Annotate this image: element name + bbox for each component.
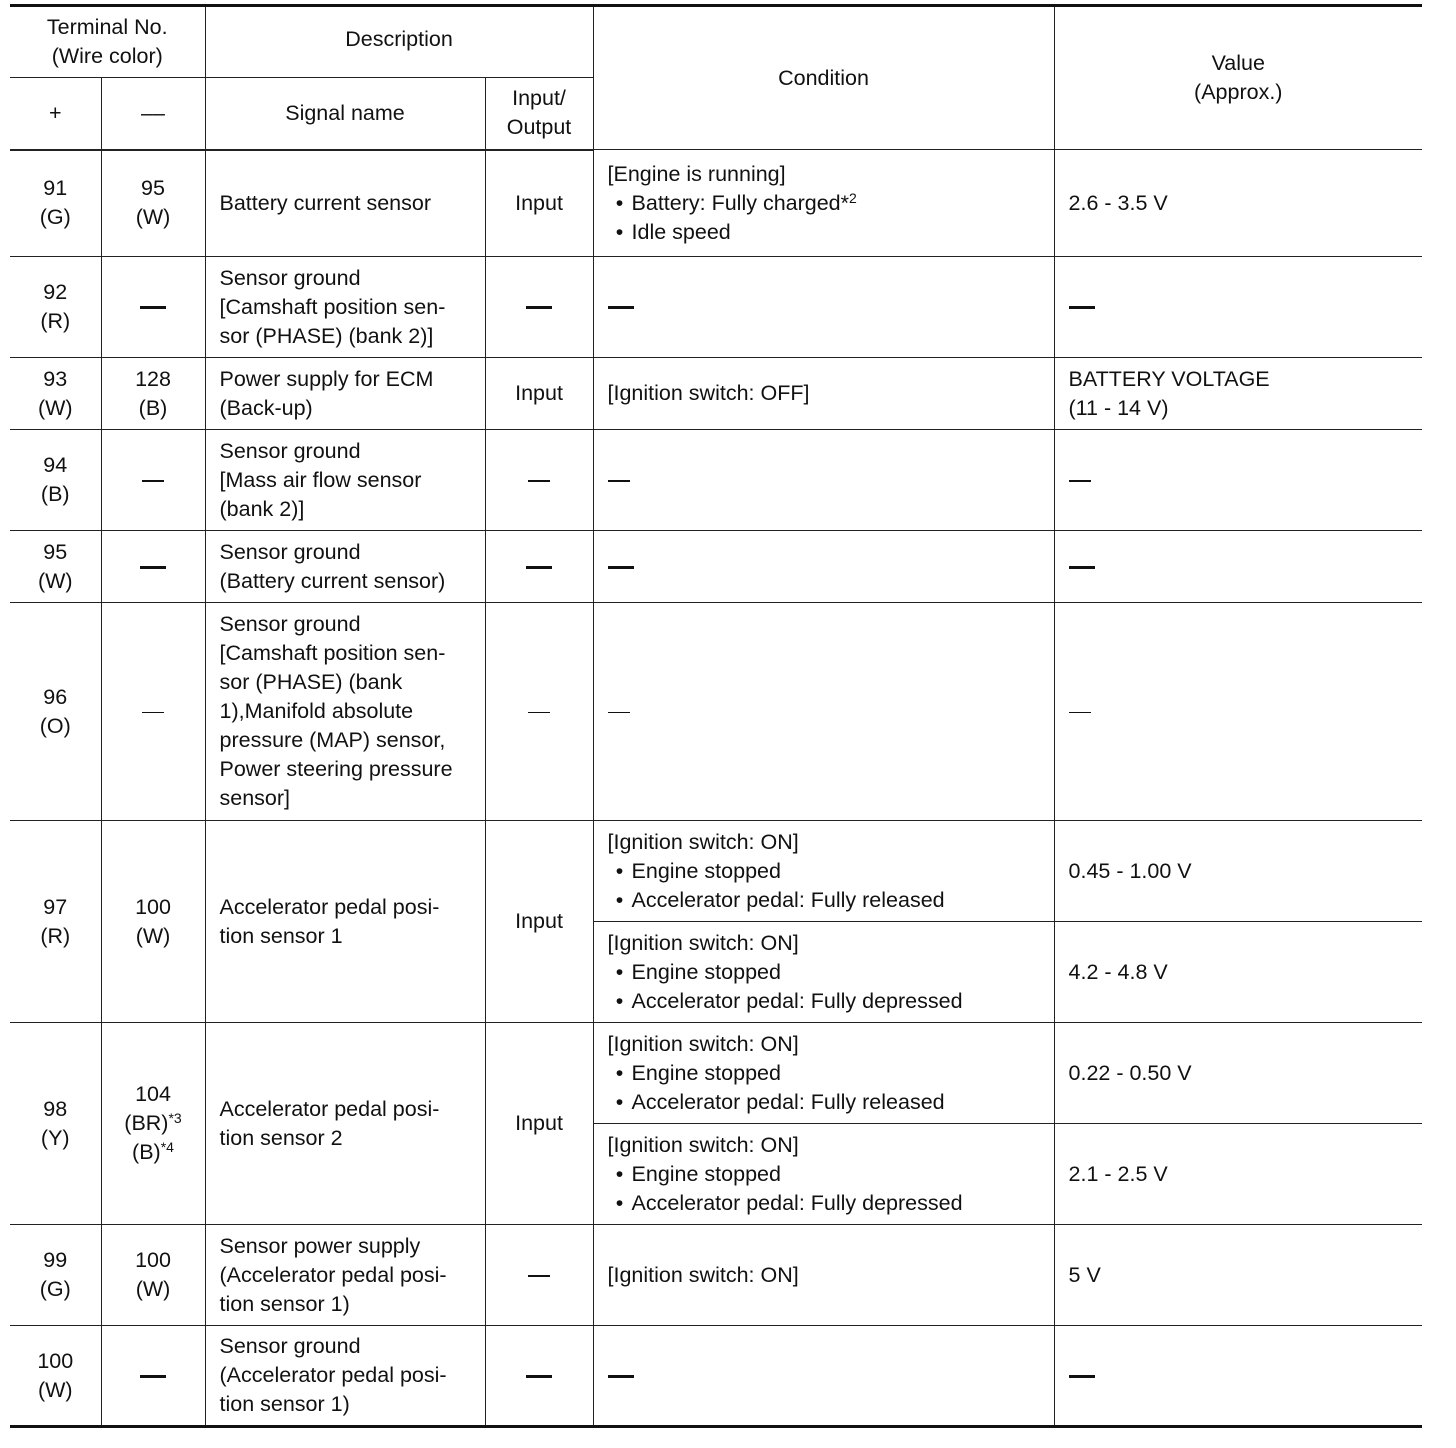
empty-dash — [140, 306, 166, 309]
condition-cell — [593, 1326, 1054, 1427]
io-text: Input — [515, 909, 563, 933]
terminal-plus — [10, 150, 101, 257]
wire-color: (W) — [135, 1277, 171, 1301]
header-text: Condition — [778, 65, 869, 90]
value-text: 4.2 - 4.8 V — [1068, 959, 1168, 984]
empty-dash — [608, 480, 630, 482]
wire-color: (R) — [40, 309, 71, 333]
empty-dash — [526, 1375, 552, 1378]
terminal-row — [10, 430, 1422, 531]
signal-text: Sensor ground — [219, 265, 361, 290]
value-text: (11 - 14 V) — [1068, 395, 1169, 420]
signal-text: [Camshaft position sen- — [219, 641, 446, 665]
terminal-plus — [10, 257, 101, 358]
terminal-row — [10, 1326, 1422, 1427]
terminal-row — [10, 531, 1422, 603]
signal-text: [Camshaft position sen- — [219, 294, 446, 319]
condition-bullet: • Accelerator pedal: Fully depressed — [608, 1189, 1040, 1218]
wire-color: (O) — [39, 713, 71, 738]
value-text: 0.45 - 1.00 V — [1068, 858, 1192, 883]
header-text: (Wire color) — [51, 44, 163, 68]
terminal-minus — [101, 1023, 205, 1225]
empty-dash — [142, 480, 164, 482]
terminal-number: 99 — [43, 1248, 68, 1272]
header-text: Value — [1211, 51, 1265, 75]
value-text: 2.1 - 2.5 V — [1068, 1161, 1168, 1186]
signal-text: (Accelerator pedal posi- — [219, 1363, 447, 1387]
io-cell — [485, 257, 593, 358]
terminal-number: 95 — [141, 176, 165, 201]
value-cell — [1054, 1225, 1422, 1326]
signal-name — [205, 531, 485, 603]
terminal-number: 100 — [135, 1248, 171, 1272]
signal-name — [205, 1225, 485, 1326]
header-terminal-no — [10, 6, 205, 78]
signal-text: Sensor ground — [219, 1334, 361, 1358]
empty-dash — [1069, 566, 1095, 569]
signal-text: Sensor ground — [219, 438, 361, 463]
header-text: Signal name — [285, 100, 405, 125]
value-cell — [1054, 358, 1422, 430]
signal-text: Power steering pressure — [219, 757, 453, 781]
value-cell — [1054, 150, 1422, 257]
terminal-row — [10, 603, 1422, 821]
value-cell — [1054, 1124, 1422, 1225]
terminal-minus — [101, 358, 205, 430]
footnote-ref: *3 — [168, 1110, 182, 1126]
empty-dash — [526, 566, 552, 569]
empty-dash — [608, 712, 630, 714]
terminal-number: 128 — [135, 366, 171, 391]
condition-bullet: • Engine stopped — [608, 1160, 1040, 1189]
signal-name — [205, 358, 485, 430]
wire-color: (W) — [37, 568, 73, 593]
condition-bullet: • Accelerator pedal: Fully depressed — [608, 987, 1040, 1016]
terminal-number: 100 — [37, 1348, 74, 1373]
empty-dash — [140, 566, 166, 569]
terminal-plus — [10, 430, 101, 531]
value-text: BATTERY VOLTAGE — [1068, 366, 1270, 391]
condition-cell — [593, 1023, 1054, 1124]
wire-color-variant — [106, 1138, 201, 1167]
wire-color: (R) — [40, 923, 71, 948]
condition-bullet — [608, 189, 1040, 218]
empty-dash — [526, 306, 552, 309]
header-text: Description — [345, 27, 453, 51]
io-cell — [485, 1225, 593, 1326]
signal-text: (Back-up) — [219, 395, 313, 420]
wire-color: (B) — [40, 482, 70, 506]
wire-color: (G) — [39, 205, 71, 230]
header-description — [205, 6, 593, 78]
signal-text: sor (PHASE) (bank 2)] — [219, 323, 434, 348]
value-cell — [1054, 257, 1422, 358]
wire-color: (W) — [135, 205, 171, 230]
value-cell — [1054, 430, 1422, 531]
value-cell — [1054, 821, 1422, 922]
terminal-plus — [10, 1225, 101, 1326]
terminal-row — [10, 257, 1422, 358]
io-cell — [485, 531, 593, 603]
wire-color-variant — [106, 1109, 201, 1138]
condition-cell — [593, 922, 1054, 1023]
condition-head: [Ignition switch: OFF] — [607, 381, 810, 405]
value-cell — [1054, 1023, 1422, 1124]
terminal-number: 95 — [43, 539, 68, 564]
io-cell — [485, 150, 593, 257]
terminal-plus — [10, 821, 101, 1023]
signal-text: tion sensor 2 — [219, 1125, 343, 1150]
signal-text: tion sensor 1) — [219, 1392, 350, 1416]
empty-dash — [528, 712, 550, 714]
value-text: 0.22 - 0.50 V — [1068, 1060, 1192, 1085]
condition-cell — [593, 1124, 1054, 1225]
condition-cell — [593, 821, 1054, 922]
terminal-row — [10, 358, 1422, 430]
terminal-minus — [101, 1225, 205, 1326]
condition-cell — [593, 358, 1054, 430]
header-value — [1054, 6, 1422, 150]
terminal-minus — [101, 603, 205, 821]
signal-text: sensor] — [219, 786, 291, 810]
value-cell — [1054, 922, 1422, 1023]
signal-text: tion sensor 1) — [219, 1291, 350, 1316]
condition-bullet: • Engine stopped — [608, 857, 1040, 886]
value-cell — [1054, 1326, 1422, 1427]
signal-text: sor (PHASE) (bank — [219, 670, 403, 694]
terminal-plus — [10, 358, 101, 430]
terminal-minus — [101, 257, 205, 358]
empty-dash — [142, 712, 164, 714]
wire-color: (W) — [37, 395, 73, 420]
signal-text: Power supply for ECM — [219, 366, 434, 391]
condition-bullet: • Accelerator pedal: Fully released — [608, 1088, 1040, 1117]
header-row-1 — [10, 6, 1422, 78]
header-signal-name — [205, 78, 485, 150]
condition-cell — [593, 1225, 1054, 1326]
signal-name — [205, 1326, 485, 1427]
terminal-minus — [101, 430, 205, 531]
io-text: Input — [515, 190, 563, 215]
condition-head: [Ignition switch: ON] — [607, 1262, 799, 1287]
io-cell — [485, 358, 593, 430]
signal-text: Battery current sensor — [219, 190, 432, 215]
condition-bullet: • Accelerator pedal: Fully released — [608, 886, 1040, 915]
empty-dash — [608, 566, 634, 569]
terminal-minus — [101, 1326, 205, 1427]
signal-text: (Accelerator pedal posi- — [219, 1262, 447, 1287]
terminal-number: 96 — [43, 684, 68, 709]
terminal-row — [10, 821, 1422, 922]
signal-text: pressure (MAP) sensor, — [219, 728, 446, 752]
condition-cell — [593, 430, 1054, 531]
condition-head: [Engine is running] — [607, 161, 786, 186]
signal-text: Accelerator pedal posi- — [219, 1096, 440, 1121]
wire-color: (W) — [37, 1377, 73, 1402]
signal-text: Sensor ground — [219, 539, 361, 564]
condition-text: Battery: Fully charged* — [631, 190, 850, 215]
signal-text: (Battery current sensor) — [219, 568, 446, 593]
empty-dash — [140, 1375, 166, 1378]
signal-name — [205, 1023, 485, 1225]
condition-bullet: • Idle speed — [608, 218, 1040, 247]
header-text: (Approx.) — [1194, 80, 1283, 104]
terminal-row — [10, 1023, 1422, 1124]
terminal-number: 97 — [43, 894, 68, 919]
wire-color: (G) — [39, 1277, 71, 1301]
empty-dash — [1069, 480, 1091, 482]
signal-name — [205, 821, 485, 1023]
header-io — [485, 78, 593, 150]
signal-text: Accelerator pedal posi- — [219, 894, 440, 919]
header-text: + — [48, 100, 62, 125]
condition-bullet: • Engine stopped — [608, 1059, 1040, 1088]
header-minus — [101, 78, 205, 150]
terminal-row — [10, 150, 1422, 257]
wire-color: (Y) — [40, 1125, 70, 1150]
condition-cell — [593, 603, 1054, 821]
empty-dash — [1069, 712, 1091, 714]
empty-dash — [608, 306, 634, 309]
wire-color: (B) — [138, 395, 168, 420]
condition-cell — [593, 257, 1054, 358]
io-cell — [485, 430, 593, 531]
io-cell — [485, 1023, 593, 1225]
terminal-plus — [10, 1326, 101, 1427]
condition-bullet: • Engine stopped — [608, 958, 1040, 987]
value-text: 5 V — [1068, 1262, 1101, 1287]
header-text: –– — [141, 100, 165, 125]
header-text: Output — [506, 115, 572, 140]
terminal-number: 98 — [43, 1096, 68, 1121]
empty-dash — [528, 480, 550, 482]
terminal-table — [10, 4, 1422, 1428]
signal-name — [205, 257, 485, 358]
terminal-number: 92 — [43, 280, 68, 304]
terminal-plus — [10, 1023, 101, 1225]
condition-head: [Ignition switch: ON] — [607, 1132, 799, 1157]
signal-text: Sensor power supply — [219, 1233, 421, 1258]
condition-head: [Ignition switch: ON] — [607, 930, 799, 955]
wire-color: (W) — [135, 923, 171, 948]
signal-text: (bank 2)] — [219, 496, 305, 521]
footnote-ref: *4 — [160, 1139, 174, 1155]
condition-head: [Ignition switch: ON] — [607, 829, 799, 854]
value-cell — [1054, 531, 1422, 603]
empty-dash — [608, 1375, 634, 1378]
io-cell — [485, 1326, 593, 1427]
signal-text: tion sensor 1 — [219, 923, 343, 948]
empty-dash — [1069, 306, 1095, 309]
wire-color: (B) — [132, 1140, 161, 1164]
terminal-row — [10, 1225, 1422, 1326]
signal-name — [205, 150, 485, 257]
terminal-minus — [101, 531, 205, 603]
wire-color: (BR) — [124, 1111, 169, 1135]
terminal-number: 104 — [135, 1082, 171, 1106]
signal-name — [205, 603, 485, 821]
empty-dash — [1069, 1375, 1095, 1378]
header-condition — [593, 6, 1054, 150]
signal-text: Sensor ground — [219, 612, 361, 636]
terminal-minus — [101, 821, 205, 1023]
condition-head: [Ignition switch: ON] — [607, 1031, 799, 1056]
terminal-number: 94 — [43, 453, 68, 477]
io-text: Input — [515, 381, 563, 405]
terminal-minus — [101, 150, 205, 257]
header-text: Input/ — [512, 86, 566, 111]
io-cell — [485, 821, 593, 1023]
empty-dash — [528, 1275, 550, 1277]
signal-text: 1),Manifold absolute — [219, 699, 414, 723]
header-plus — [10, 78, 101, 150]
terminal-number: 91 — [43, 176, 68, 201]
value-cell — [1054, 603, 1422, 821]
value-text: 2.6 - 3.5 V — [1068, 190, 1168, 215]
terminal-number: 100 — [135, 894, 171, 919]
signal-name — [205, 430, 485, 531]
terminal-plus — [10, 603, 101, 821]
io-cell — [485, 603, 593, 821]
io-text: Input — [515, 1111, 563, 1135]
condition-cell — [593, 531, 1054, 603]
condition-cell — [593, 150, 1054, 257]
terminal-number: 93 — [43, 366, 68, 391]
terminal-plus — [10, 531, 101, 603]
header-text: Terminal No. — [46, 15, 168, 39]
signal-text: [Mass air flow sensor — [219, 467, 422, 492]
footnote-ref: 2 — [849, 189, 857, 206]
